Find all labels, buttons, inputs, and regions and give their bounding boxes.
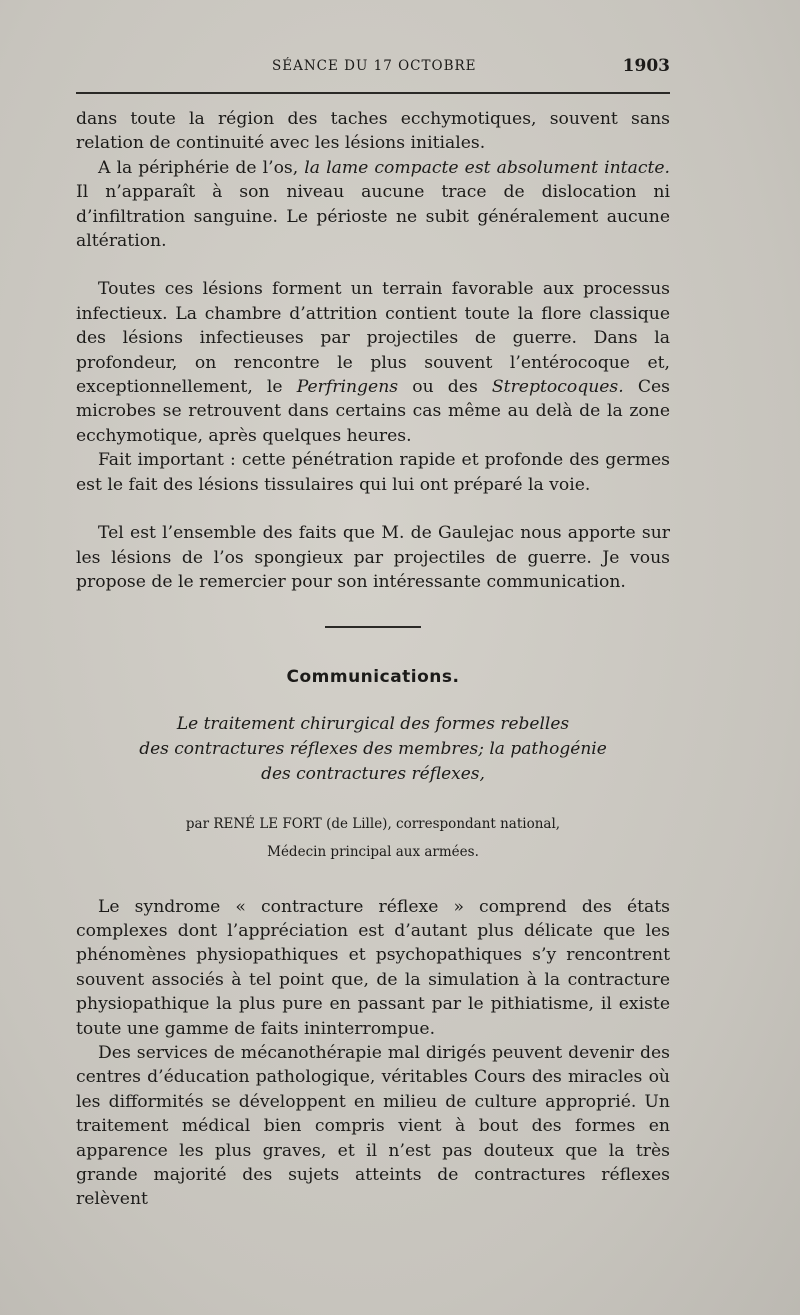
- running-title: SÉANCE DU 17 OCTOBRE: [272, 58, 477, 74]
- paragraph-mechanotherapy: Des services de mécanothérapie mal dirigés peuvent devenir des centres d’éducation pathologique, véritables Cours des miracles où les difformités se développent en milieu de culture approprié. Un traitement médical bien compris vient à bout des formes en apparence les plus graves, et il n’est pas douteux que la très grande majorité des sujets atteints de contractures réflexes relèvent: [76, 1042, 670, 1210]
- text-run: ou des: [398, 377, 492, 398]
- paragraph-infection: [76, 277, 670, 448]
- italic-run: Perfringens: [296, 377, 399, 398]
- page-number: 1903: [622, 56, 670, 76]
- text-run: Il n’apparaît à son niveau aucune trace de dislocation ni d’infiltration sanguine. Le périoste ne subit généralement aucune altération.: [76, 182, 670, 252]
- page-body: [76, 107, 670, 1212]
- text-run: A la périphérie de l’os,: [98, 157, 305, 178]
- paragraph-important-fact: Fait important : cette pénétration rapide et profonde des germes est le fait des lésions tissulaires qui lui ont préparé la voie.: [76, 450, 670, 495]
- article-title-line: des contractures réflexes,: [261, 763, 485, 784]
- header-rule: [76, 92, 670, 94]
- italic-run: la lame compacte est absolument intacte.: [304, 157, 670, 178]
- paragraph-conclusion: Tel est l’ensemble des faits que M. de Gaulejac nous apporte sur les lésions de l’os spongieux par projectiles de guerre. Je vous propose de le remercier pour son intéressante communication.: [76, 523, 670, 592]
- article-affiliation: Médecin principal aux armées.: [267, 844, 479, 861]
- article-title-line: des contractures réflexes des membres; la pathogénie: [139, 738, 607, 759]
- paragraph-periphery: [76, 156, 670, 254]
- section-separator: [325, 626, 421, 628]
- article-title: [76, 712, 670, 787]
- paragraph-continued: dans toute la région des taches ecchymotiques, souvent sans relation de continuité avec les lésions initiales.: [76, 109, 670, 154]
- page-header: [76, 56, 670, 80]
- paragraph-syndrome: Le syndrome « contracture réflexe » comprend des états complexes dont l’appréciation est d’autant plus délicate que les phénomènes physiopathiques et psychopathiques s’y rencontrent souvent associés à tel point que, de la simulation à la contracture physiopathique la plus pure en passant par le pithiatisme, il existe toute une gamme de faits ininterrompue.: [76, 896, 670, 1039]
- text-run: Toutes ces lésions forment un terrain favorable aux processus infectieux. La chambre d’attrition contient toute la flore classique des lésions infectieuses par projectiles de guerre. Dans la profondeur, on rencontre le plus souvent l’entérocoque et, exceptionnellement, le: [76, 279, 670, 398]
- italic-run: Streptocoques.: [491, 377, 624, 398]
- article-author: par RENÉ LE FORT (de Lille), correspondant national,: [185, 815, 561, 832]
- article-title-line: Le traitement chirurgical des formes rebelles: [176, 713, 570, 734]
- section-title: Communications.: [286, 667, 460, 688]
- text-run: Ces microbes se retrouvent dans certains cas même au delà de la zone ecchymotique, après quelques heures.: [76, 377, 670, 446]
